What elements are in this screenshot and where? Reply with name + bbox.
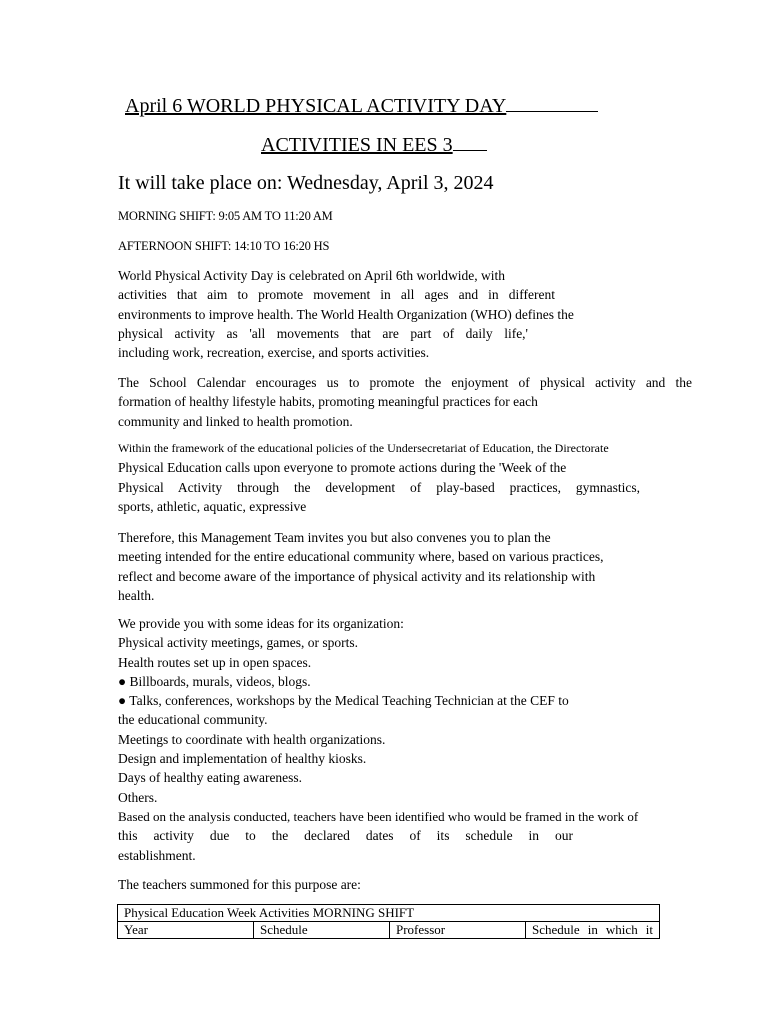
header-year: Year <box>118 922 254 939</box>
analysis-paragraph <box>118 807 692 865</box>
list-item: ● Talks, conferences, workshops by the Medical Teaching Technician at the CEF to <box>118 693 569 709</box>
list-item: ● Billboards, murals, videos, blogs. <box>118 673 311 689</box>
text-line: Therefore, this Management Team invites you but also convenes you to plan the <box>118 530 551 545</box>
text-line: Within the framework of the educational policies of the Undersecretariat of Education, the Directorate <box>118 441 609 455</box>
text-line: World Physical Activity Day is celebrated on April 6th worldwide, with <box>118 268 505 283</box>
schedule-table <box>117 904 660 939</box>
morning-shift: MORNING SHIFT: 9:05 AM TO 11:20 AM <box>118 209 333 223</box>
text-line: community and linked to health promotion. <box>118 413 353 429</box>
list-item: We provide you with some ideas for its organization: <box>118 616 404 631</box>
text-line: this activity due to the declared dates of its schedule in our <box>118 828 573 844</box>
summoned-line <box>118 875 692 894</box>
table-caption: Physical Education Week Activities MORNING SHIFT <box>118 905 660 922</box>
text-line: Based on the analysis conducted, teachers have been identified who would be framed in the work of <box>118 809 639 824</box>
list-item: Others. <box>118 789 158 805</box>
list-item: Meetings to coordinate with health organizations. <box>118 731 386 747</box>
event-date: It will take place on: Wednesday, April 3, 2024 <box>118 172 494 194</box>
text-line: reflect and become aware of the importance of physical activity and its relationship with <box>118 568 596 584</box>
text-line: The teachers summoned for this purpose are: <box>118 877 361 892</box>
text-line: sports, athletic, aquatic, expressive <box>118 498 307 514</box>
text-line: meeting intended for the entire educational community where, based on various practices, <box>118 549 604 565</box>
table-caption-row <box>118 905 660 922</box>
list-item: Design and implementation of healthy kiosks. <box>118 751 367 767</box>
text-line: Physical Activity through the development of play-based practices, gymnastics, <box>118 479 640 495</box>
calendar-paragraph <box>118 373 692 431</box>
text-line: physical activity as 'all movements that are part of daily life,' <box>118 325 528 341</box>
text-line: Physical Education calls upon everyone to promote actions during the 'Week of the <box>118 460 567 476</box>
intro-paragraph <box>118 266 692 362</box>
text-line: health. <box>118 587 155 603</box>
text-line: activities that aim to promote movement in all ages and in different <box>118 287 555 303</box>
list-item: Days of healthy eating awareness. <box>118 770 303 786</box>
ideas-list <box>118 614 692 807</box>
text-line: formation of healthy lifestyle habits, promoting meaningful practices for each <box>118 394 538 410</box>
list-item: Health routes set up in open spaces. <box>118 654 312 670</box>
text-line: establishment. <box>118 847 196 863</box>
text-line: The School Calendar encourages us to promote the enjoyment of physical activity and the <box>118 375 692 390</box>
afternoon-shift: AFTERNOON SHIFT: 14:10 TO 16:20 HS <box>118 239 330 253</box>
document-subtitle: ACTIVITIES IN EES 3 <box>261 134 487 157</box>
text-line: environments to improve health. The World Health Organization (WHO) defines the <box>118 306 574 322</box>
framework-paragraph <box>118 439 692 516</box>
header-professor: Professor <box>390 922 526 939</box>
header-schedule-in-which: Schedule in which it <box>526 922 660 939</box>
table-header-row <box>118 922 660 939</box>
list-item: Physical activity meetings, games, or sports. <box>118 635 358 651</box>
header-schedule: Schedule <box>254 922 390 939</box>
management-paragraph <box>118 528 692 605</box>
text-line: including work, recreation, exercise, and sports activities. <box>118 345 430 361</box>
list-item: the educational community. <box>118 712 268 728</box>
document-title: April 6 WORLD PHYSICAL ACTIVITY DAY <box>125 95 598 118</box>
